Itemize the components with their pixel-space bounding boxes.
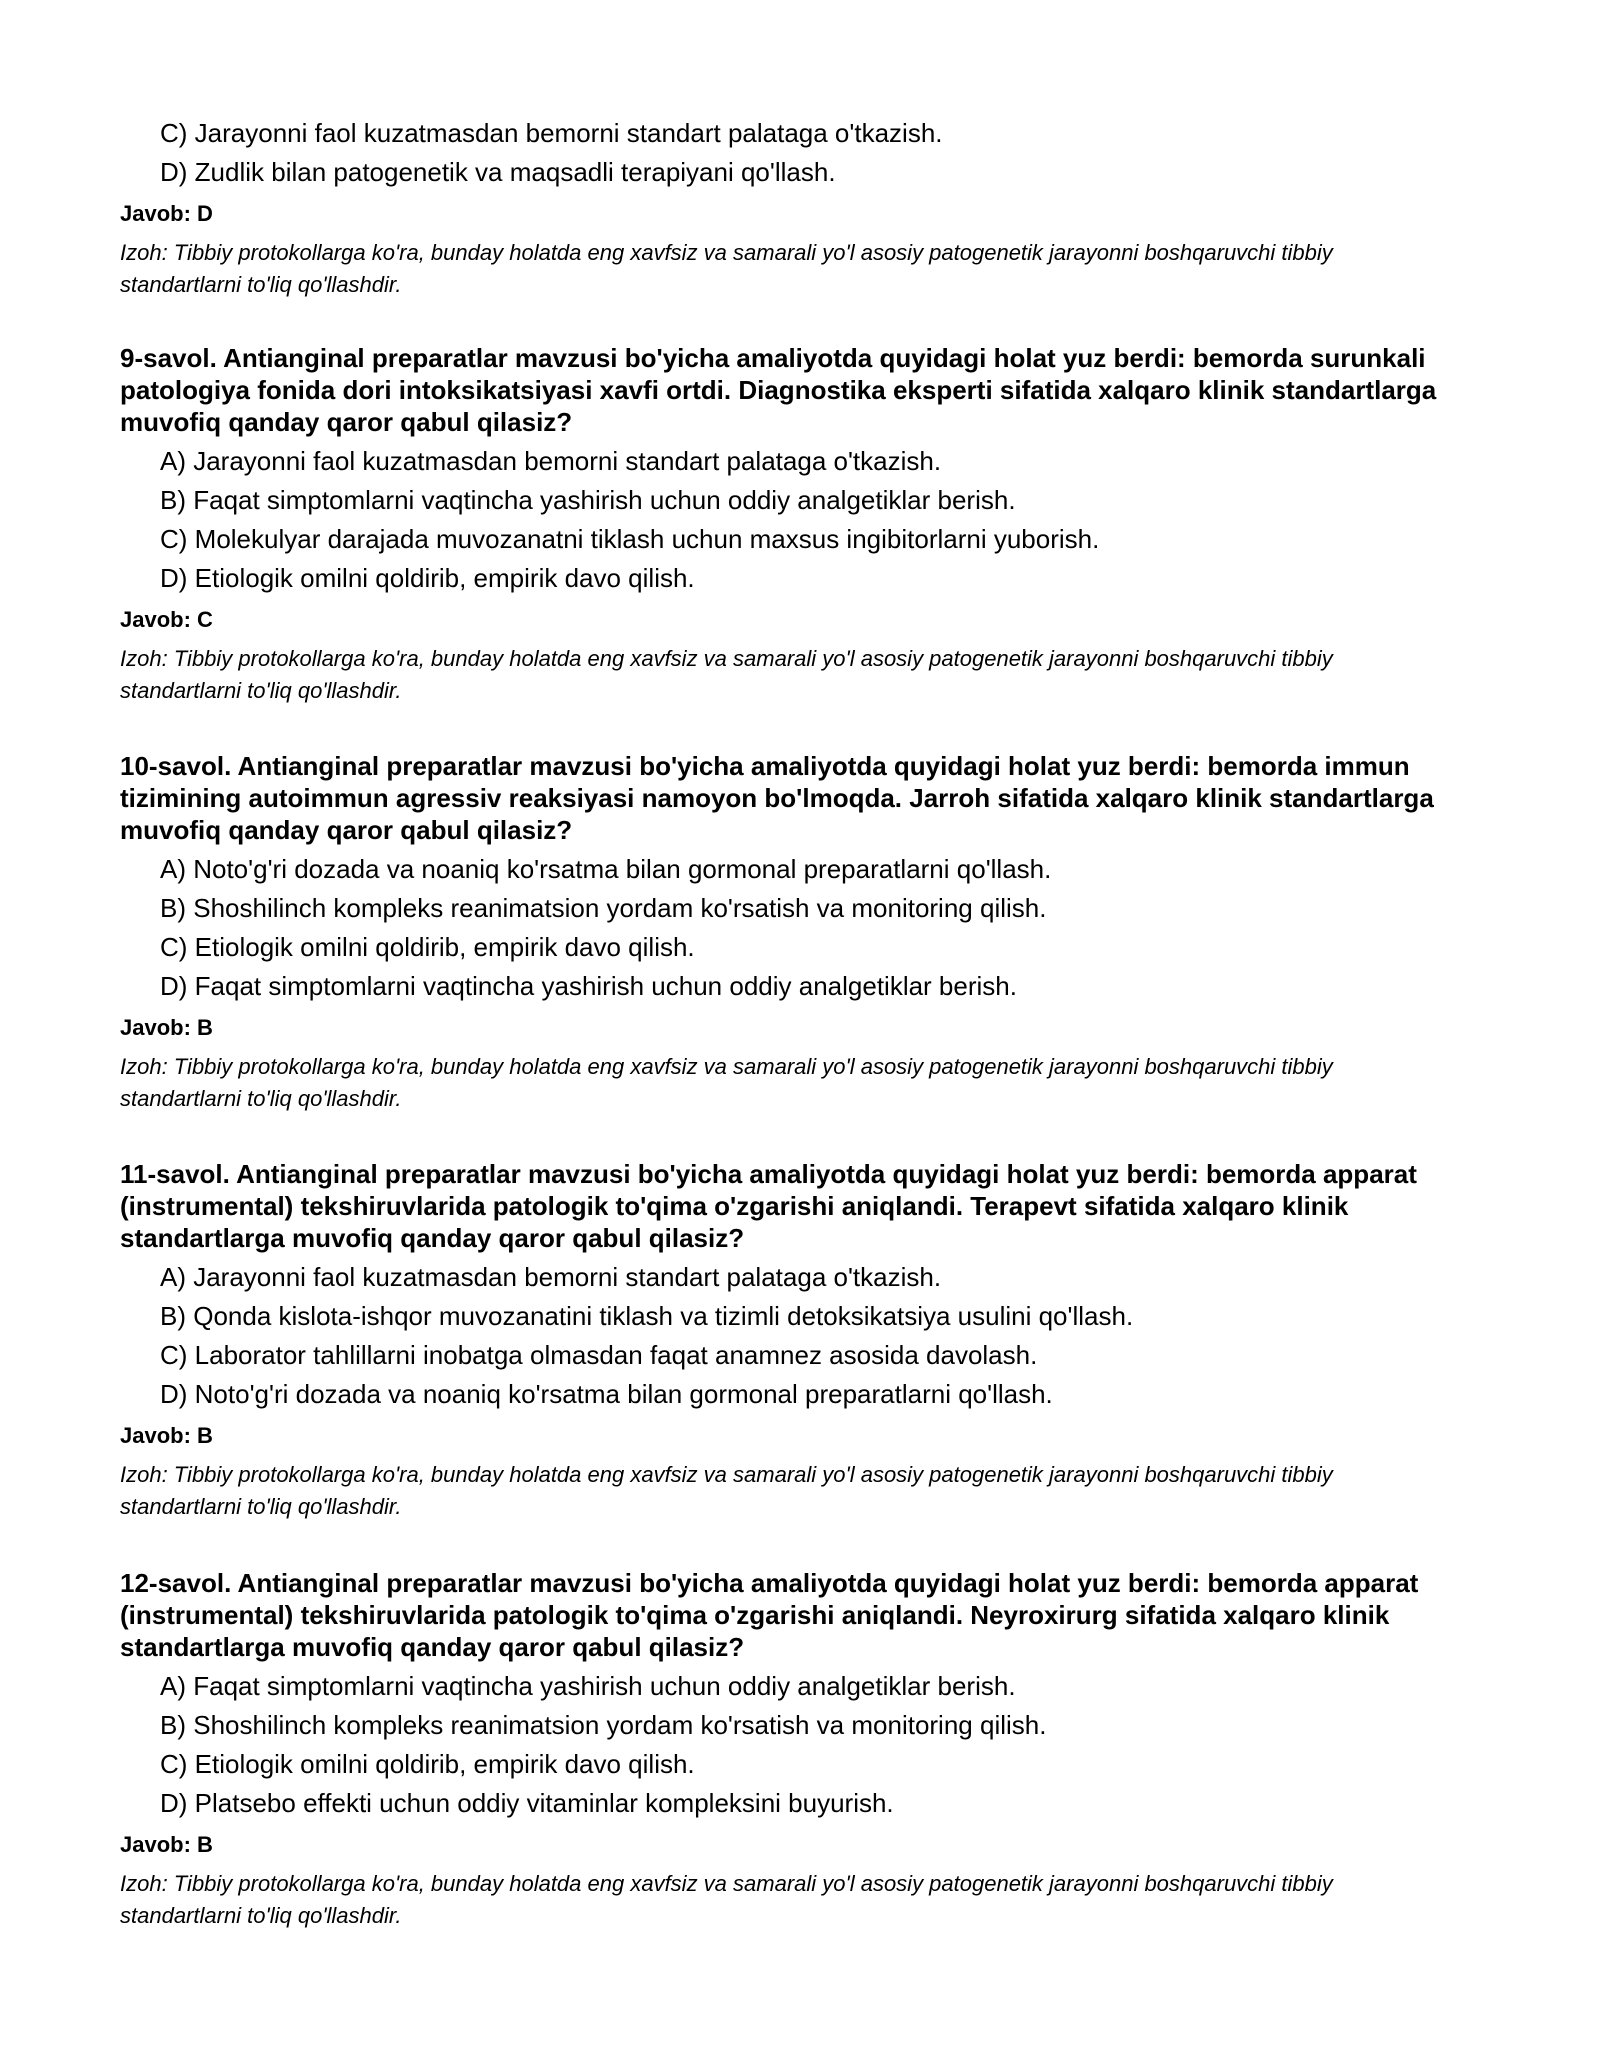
explanation-note: Izoh: Tibbiy protokollarga ko'ra, bunday holatda eng xavfsiz va samarali yo'l asosiy patogenetik jarayonni boshqaruvchi tibbiy standartlarni to'liq qo'llashdir. <box>120 1871 1333 1928</box>
option-b: B) Shoshilinch kompleks reanimatsion yordam ko'rsatish va monitoring qilish. <box>160 1710 1047 1740</box>
explanation-note: Izoh: Tibbiy protokollarga ko'ra, bunday holatda eng xavfsiz va samarali yo'l asosiy patogenetik jarayonni boshqaruvchi tibbiy standartlarni to'liq qo'llashdir. <box>120 1054 1333 1111</box>
answer-label: Javob: B <box>120 1832 213 1857</box>
option-d: D) Zudlik bilan patogenetik va maqsadli terapiyani qo'llash. <box>160 157 836 187</box>
option-b: B) Faqat simptomlarni vaqtincha yashirish uchun oddiy analgetiklar berish. <box>160 485 1016 515</box>
option-a: A) Jarayonni faol kuzatmasdan bemorni standart palataga o'tkazish. <box>160 1262 942 1292</box>
question-title: 10-savol. Antianginal preparatlar mavzusi bo'yicha amaliyotda quyidagi holat yuz berdi: bemorda immun tizimining autoimmun agressiv reaksiyasi namoyon bo'lmoqda. Jarroh sifatida xalqaro klinik standartlarga muvofiq qanday qaror qabul qilasiz? <box>120 751 1434 845</box>
option-b: B) Qonda kislota-ishqor muvozanatini tiklash va tizimli detoksikatsiya usulini qo'llash. <box>160 1301 1134 1331</box>
question-10 <box>120 750 1480 1115</box>
question-title: 11-savol. Antianginal preparatlar mavzusi bo'yicha amaliyotda quyidagi holat yuz berdi: bemorda apparat (instrumental) tekshiruvlarida patologik to'qima o'zgarishi aniqlandi. Terapevt sifatida xalqaro klinik standartlarga muvofiq qanday qaror qabul qilasiz? <box>120 1159 1417 1253</box>
option-c: C) Jarayonni faol kuzatmasdan bemorni standart palataga o'tkazish. <box>160 118 943 148</box>
answer-label: Javob: B <box>120 1423 213 1448</box>
question-title: 9-savol. Antianginal preparatlar mavzusi bo'yicha amaliyotda quyidagi holat yuz berdi: bemorda surunkali patologiya fonida dori intoksikatsiyasi xavfi ortdi. Diagnostika eksperti sifatida xalqaro klinik standartlarga muvofiq qanday qaror qabul qilasiz? <box>120 343 1437 437</box>
explanation-note: Izoh: Tibbiy protokollarga ko'ra, bunday holatda eng xavfsiz va samarali yo'l asosiy patogenetik jarayonni boshqaruvchi tibbiy standartlarni to'liq qo'llashdir. <box>120 240 1333 297</box>
option-d: D) Faqat simptomlarni vaqtincha yashirish uchun oddiy analgetiklar berish. <box>160 971 1017 1001</box>
option-b: B) Shoshilinch kompleks reanimatsion yordam ko'rsatish va monitoring qilish. <box>160 893 1047 923</box>
explanation-note: Izoh: Tibbiy protokollarga ko'ra, bunday holatda eng xavfsiz va samarali yo'l asosiy patogenetik jarayonni boshqaruvchi tibbiy standartlarni to'liq qo'llashdir. <box>120 646 1333 703</box>
option-d: D) Etiologik omilni qoldirib, empirik davo qilish. <box>160 563 695 593</box>
explanation-note: Izoh: Tibbiy protokollarga ko'ra, bunday holatda eng xavfsiz va samarali yo'l asosiy patogenetik jarayonni boshqaruvchi tibbiy standartlarni to'liq qo'llashdir. <box>120 1462 1333 1519</box>
option-c: C) Etiologik omilni qoldirib, empirik davo qilish. <box>160 1749 695 1779</box>
answer-label: Javob: D <box>120 201 213 226</box>
question-title: 12-savol. Antianginal preparatlar mavzusi bo'yicha amaliyotda quyidagi holat yuz berdi: bemorda apparat (instrumental) tekshiruvlarida patologik to'qima o'zgarishi aniqlandi. Neyroxirurg sifatida xalqaro klinik standartlarga muvofiq qanday qaror qabul qilasiz? <box>120 1568 1419 1662</box>
answer-label: Javob: C <box>120 607 213 632</box>
option-a: A) Noto'g'ri dozada va noaniq ko'rsatma bilan gormonal preparatlarni qo'llash. <box>160 854 1052 884</box>
option-c: C) Molekulyar darajada muvozanatni tiklash uchun maxsus ingibitorlarni yuborish. <box>160 524 1100 554</box>
option-d: D) Noto'g'ri dozada va noaniq ko'rsatma bilan gormonal preparatlarni qo'llash. <box>160 1379 1053 1409</box>
option-c: C) Laborator tahlillarni inobatga olmasdan faqat anamnez asosida davolash. <box>160 1340 1038 1370</box>
question-8-continuation <box>120 118 1480 301</box>
question-11 <box>120 1158 1480 1523</box>
option-d: D) Platsebo effekti uchun oddiy vitaminlar kompleksini buyurish. <box>160 1788 894 1818</box>
answer-label: Javob: B <box>120 1015 213 1040</box>
question-12 <box>120 1567 1480 1932</box>
option-a: A) Jarayonni faol kuzatmasdan bemorni standart palataga o'tkazish. <box>160 446 942 476</box>
option-c: C) Etiologik omilni qoldirib, empirik davo qilish. <box>160 932 695 962</box>
option-a: A) Faqat simptomlarni vaqtincha yashirish uchun oddiy analgetiklar berish. <box>160 1671 1016 1701</box>
question-9 <box>120 342 1480 707</box>
